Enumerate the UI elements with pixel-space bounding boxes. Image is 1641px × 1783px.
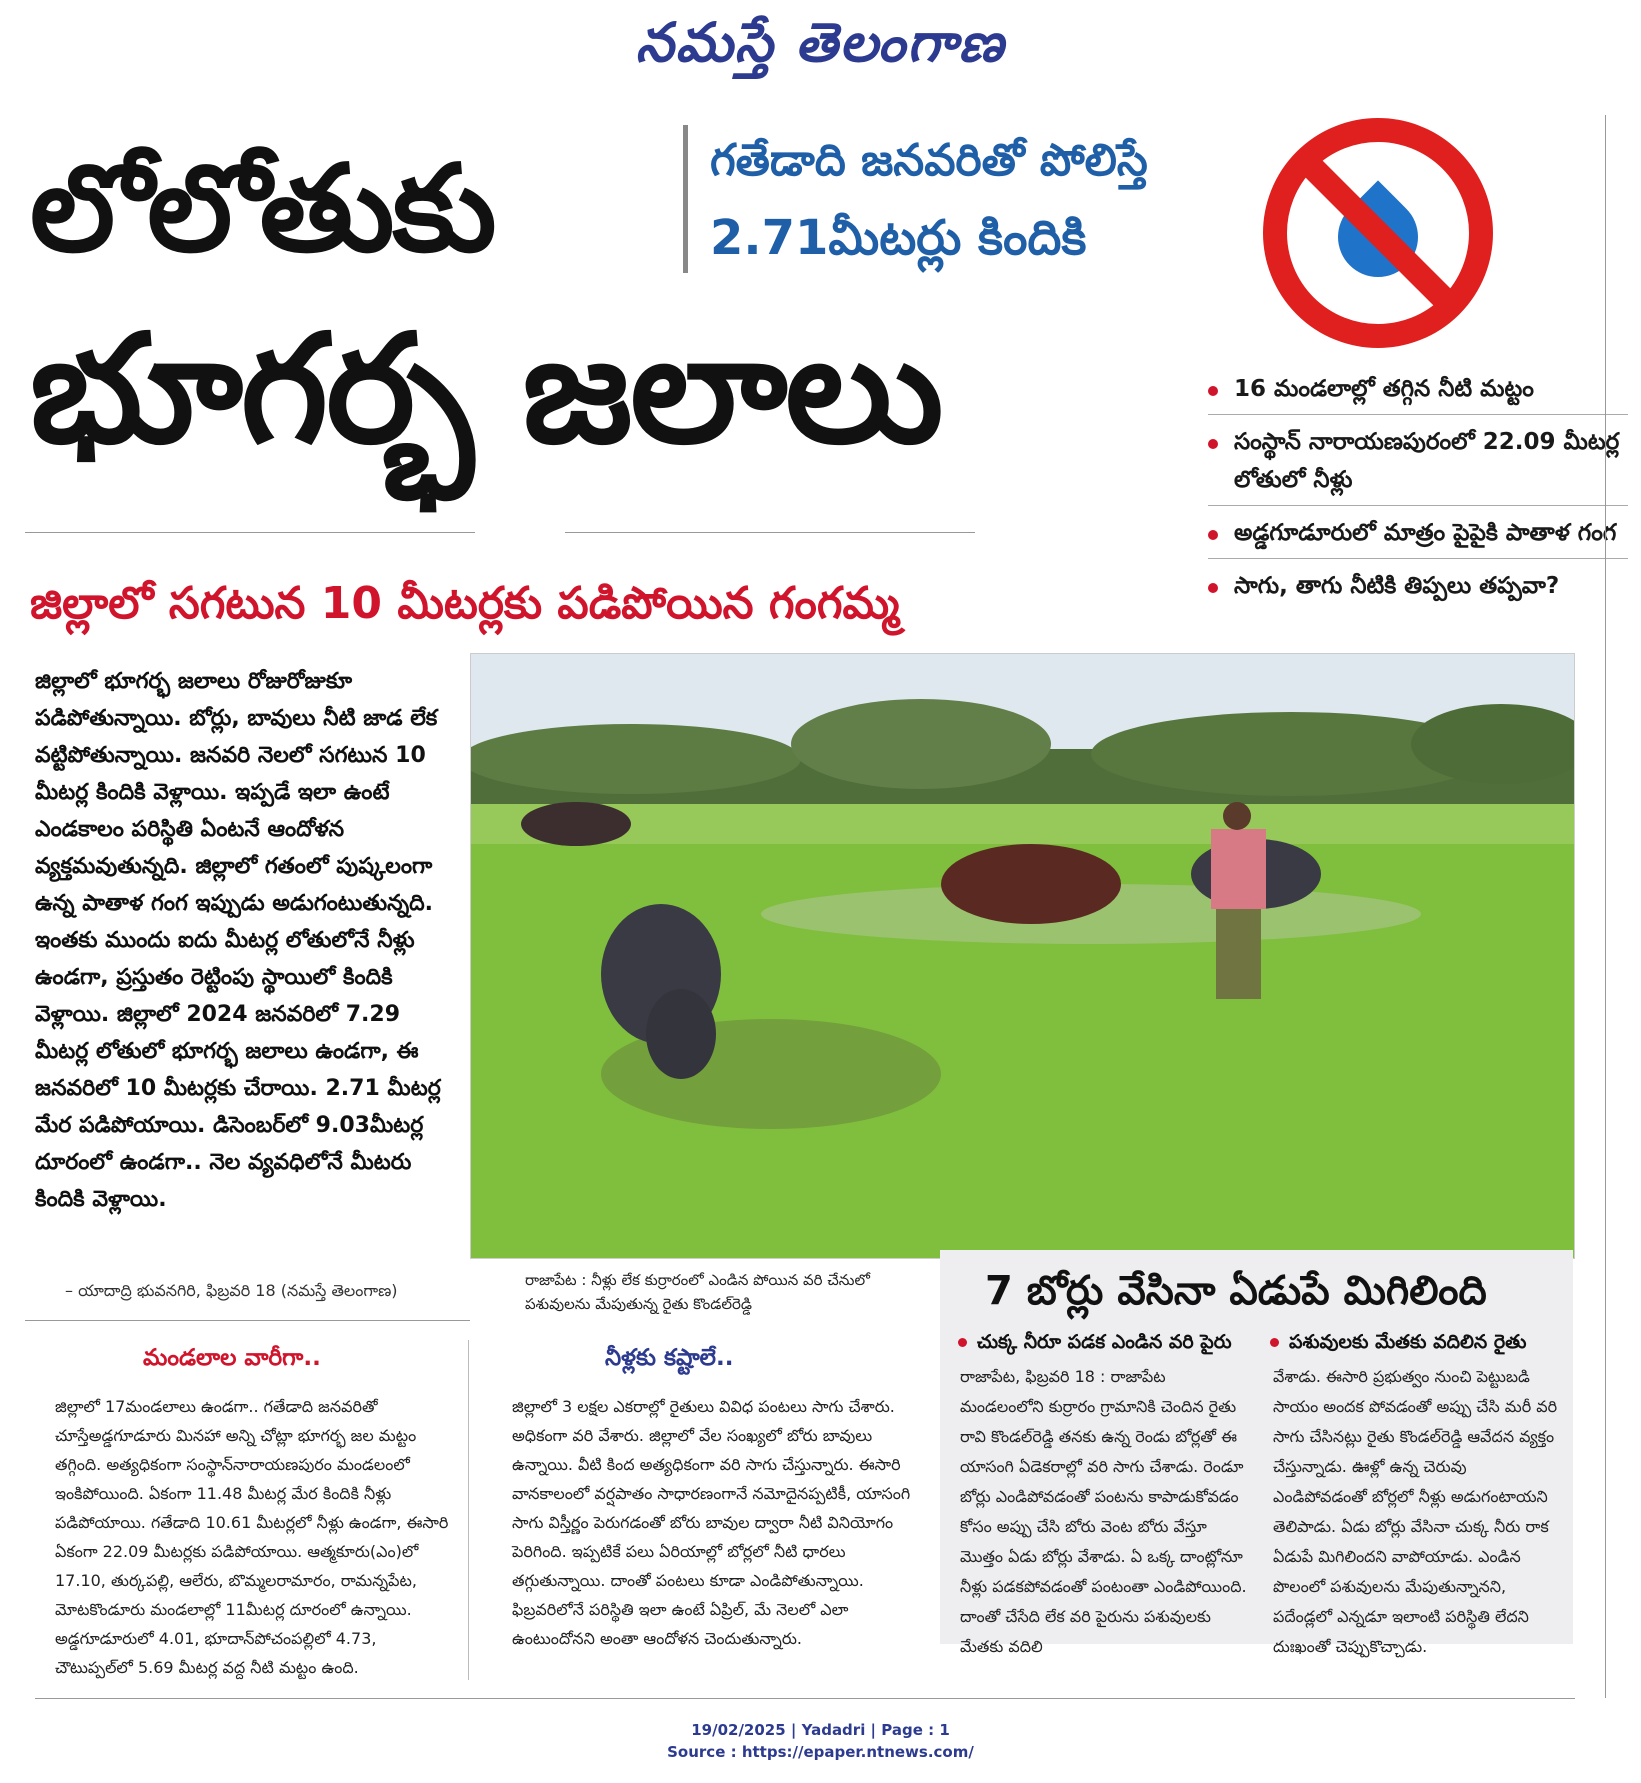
sidebar-story-title: 7 బోర్లు వేసినా ఏడుపే మిగిలింది [985, 1268, 1487, 1314]
field-photo [470, 653, 1575, 1259]
kicker-divider [683, 125, 688, 273]
footer-source: Source : https://epaper.ntnews.com/ [667, 1743, 974, 1761]
lead-article-text: జిల్లాలో భూగర్భ జలాలు రోజురోజుకూ పడిపోతున్నాయి. బోర్లు, బావులు నీటి జాడ లేక వట్టిపోతున్నాయి. జనవరి నెలలో సగటున 10 మీటర్ల కిందికి వెళ్లాయి. ఇప్పడే ఇలా ఉంటే ఎండకాలం పరిస్థితి ఏంటనే ఆందోళన వ్యక్తమవుతున్నది. జిల్లాలో గతంలో పుష్కలంగా ఉన్న పాతాళ గంగ ఇప్పుడు అడుగంటుతున్నది. ఇంతకు ముందు ఐదు మీటర్ల లోతులోనే నీళ్లు ఉండగా, ప్రస్తుతం రెట్టింపు స్థాయిలో కిందికి వెళ్లాయి. జిల్లాలో 2024 జనవరిలో 7.29 మీటర్ల లోతులో భూగర్భ జలాలు ఉండగా, ఈ జనవరిలో 10 మీటర్లకు చేరాయి. 2.71 మీటర్ల మేర పడిపోయాయి. డిసెంబర్‌లో 9.03మీటర్ల దూరంలో ఉండగా.. నెల వ్యవధిలోనే మీటరు కిందికి వెళ్లాయి. [35, 669, 441, 1212]
rule [25, 1320, 470, 1321]
rule [565, 532, 975, 533]
highlight-item: సాగు, తాగు నీటికి తిప్పలు తప్పవా? [1208, 567, 1628, 611]
footer-date-page: 19/02/2025 | Yadadri | Page : 1 [691, 1721, 950, 1739]
footer-rule [35, 1698, 1575, 1699]
photo-caption: రాజాపేట : నీళ్లు లేక కుర్రారంలో ఎండిన పోయిన వరి చేనులో పశువులను మేపుతున్న రైతు కొండల్‌రెడ్డి [525, 1271, 870, 1313]
highlights-list [1208, 370, 1628, 619]
section-title-mandal: మండలాల వారీగా.. [143, 1345, 321, 1371]
sidebar-story-sub-2: పశువులకు మేతకు వదిలిన రైతు [1270, 1331, 1527, 1358]
highlight-item: సంస్థాన్ నారాయణపురంలో 22.09 మీటర్ల లోతులో నీళ్లు [1208, 423, 1628, 506]
kicker-line-2: 2.71మీటర్లు కిందికి [710, 210, 1087, 266]
column-divider [468, 1340, 469, 1680]
highlight-item: 16 మండలాల్లో తగ్గిన నీటి మట్టం [1208, 370, 1628, 415]
section-title-water: నీళ్లకు కష్టాలే.. [605, 1345, 734, 1371]
dateline: – యాదాద్రి భువనగిరి, ఫిబ్రవరి 18 (నమస్తే తెలంగాణ) [65, 1281, 398, 1300]
section-text-mandal: జిల్లాలో 17మండలాలు ఉండగా.. గతేడాది జనవరితో చూస్తేఅడ్డగూడూరు మినహా అన్ని చోట్లా భూగర్భ జల మట్టం తగ్గింది. అత్యధికంగా సంస్థాన్‌నారాయణపురం మండలంలో ఇంకిపోయింది. ఏకంగా 11.48 మీటర్ల మేర కిందికి నీళ్లు పడిపోయాయి. గతేడాది 10.61 మీటర్లలో నీళ్లు ఉండగా, ఈసారి ఏకంగా 22.09 మీటర్లకు పడిపోయాయి. ఆత్మకూరు(ఎం)లో 17.10, తుర్కపల్లి, ఆలేరు, బొమ్మలరామారం, రామన్నపేట, మోటకొండూరు మండలాల్లో 11మీటర్ల దూరంలో ఉన్నాయి. అడ్డగూడూరులో 4.01, భూదాన్‌పోచంపల్లిలో 4.73, చౌటుప్పల్‌లో 5.69 మీటర్ల వద్ద నీటి మట్టం ఉంది. [55, 1397, 449, 1677]
highlight-item: అడ్డగూడూరులో మాత్రం పైపైకి పాతాళ గంగ [1208, 514, 1628, 559]
sidebar-story-col-2: వేశాడు. ఈసారి ప్రభుత్వం నుంచి పెట్టుబడి సాయం అందక పోవడంతో అప్పు చేసి మరీ వరి సాగు చేసినట్లు రైతు కొండల్‌రెడ్డి ఆవేదన వ్యక్తం చేస్తున్నాడు. ఊళ్లో ఉన్న చెరువు ఎండిపోవడంతో బోర్లలో నీళ్లు అడుగంటాయని తెలిపాడు. ఏడు బోర్లు వేసినా చుక్క నీరు రాక ఏడుపే మిగిలిందని వాపోయాడు. ఎండిన పొలంలో పశువులను మేపుతున్నానని, పదేండ్లలో ఎన్నడూ ఇలాంటి పరిస్థితి లేదని దుఃఖంతో చెప్పుకొచ్చాడు. [1273, 1367, 1558, 1656]
rule [25, 532, 475, 533]
sidebar-story-sub-1: చుక్క నీరూ పడక ఎండిన వరి పైరు [958, 1331, 1232, 1358]
adjacent-page-edge [1605, 115, 1641, 1698]
headline-line-1: లోలోతుకు [30, 140, 495, 279]
kicker-line-1: గతేడాది జనవరితో పోలిస్తే [710, 135, 1148, 186]
subheadline: జిల్లాలో సగటున 10 మీటర్లకు పడిపోయిన గంగమ్మ [30, 578, 900, 629]
sidebar-story-col-1: రాజాపేట, ఫిబ్రవరి 18 : రాజాపేట మండలంలోని కుర్రారం గ్రామానికి చెందిన రైతు రావి కొండల్‌రెడ్డి తనకు ఉన్న రెండు బోర్లతో ఈ యాసంగి ఏడెకరాల్లో వరి సాగు చేశాడు. రెండూ బోర్లు ఎండిపోవడంతో పంటను కాపాడుకోవడం కోసం అప్పు చేసి బోరు వెంట బోరు వేస్తూ మొత్తం ఏడు బోర్లు వేశాడు. ఏ ఒక్క దాంట్లోనూ నీళ్లు పడకపోవడంతో పంటంతా ఎండిపోయింది. దాంతో చేసేది లేక వరి పైరును పశువులకు మేతకు వదిలి [960, 1367, 1247, 1656]
headline-line-2: భూగర్భ జలాలు [30, 303, 942, 477]
section-text-water: జిల్లాలో 3 లక్షల ఎకరాల్లో రైతులు వివిధ పంటలు సాగు చేశారు. అధికంగా వరి వేశారు. జిల్లాలో వేల సంఖ్యలో బోరు బావులు ఉన్నాయి. వీటి కింద అత్యధికంగా వరి సాగు చేస్తున్నారు. ఈసారి వానకాలంలో వర్షపాతం సాధారణంగానే నమోదైనప్పటికీ, యాసంగి సాగు విస్తీర్ణం పెరుగడంతో బోరు బావుల ద్వారా నీటి వినియోగం పెరిగింది. ఇప్పటికే పలు ఏరియాల్లో బోర్లలో నీటి ధారలు తగ్గుతున్నాయి. దాంతో పంటలు కూడా ఎండిపోతున్నాయి. ఫిబ్రవరిలోనే పరిస్థితి ఇలా ఉంటే ఏప్రిల్, మే నెలలో ఎలా ఉంటుందోనని అంతా ఆందోళన చెందుతున్నారు. [512, 1397, 911, 1648]
no-water-icon [1263, 118, 1493, 348]
masthead-logo: నమస్తే తెలంగాణ [635, 10, 1006, 74]
